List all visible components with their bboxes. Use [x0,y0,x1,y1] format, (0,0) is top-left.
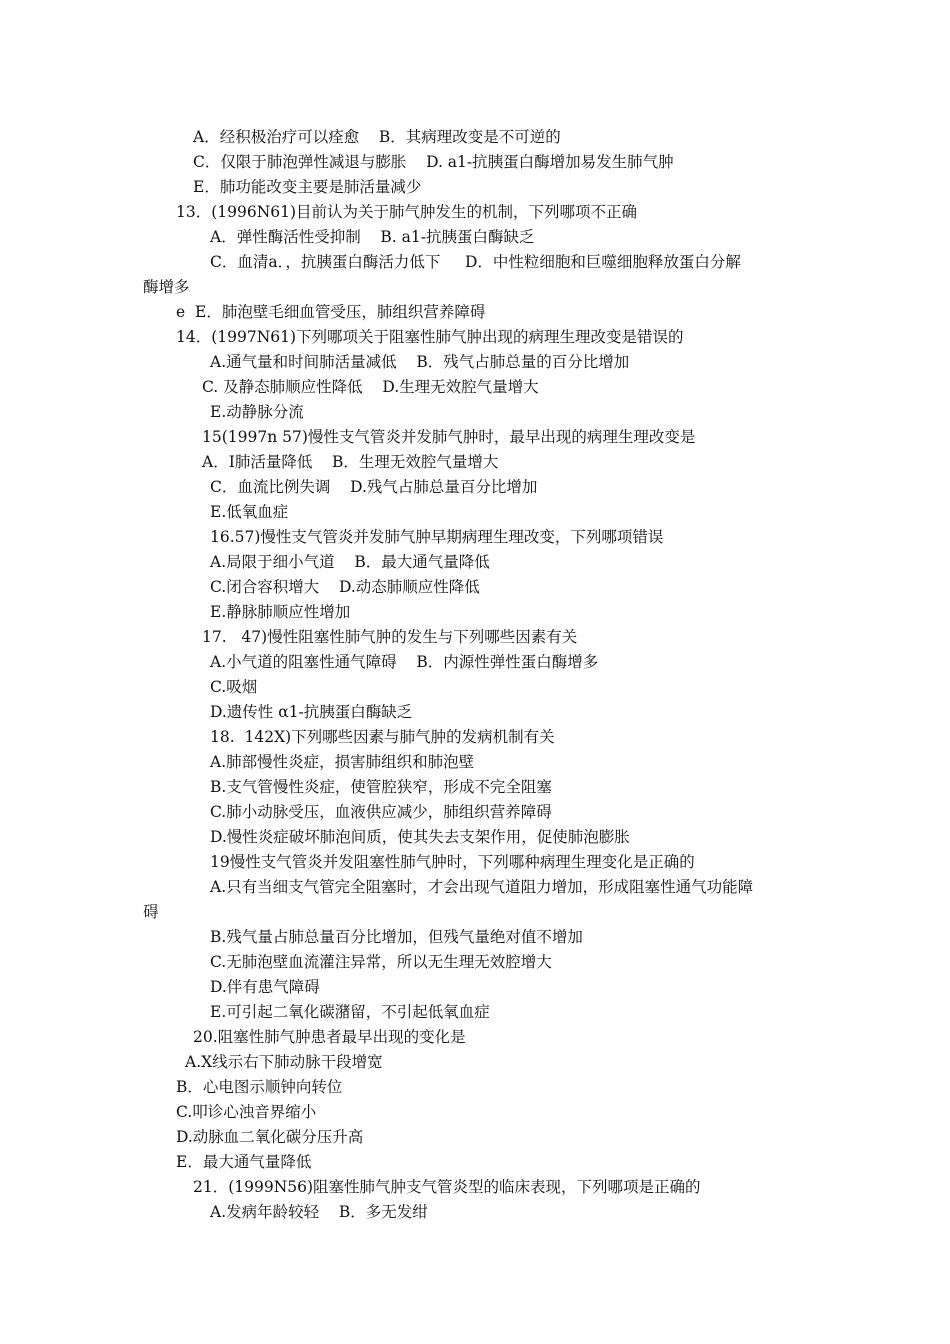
question-line: 17. 47)慢性阻塞性肺气肿的发生与下列哪些因素有关 [202,628,578,646]
option-line: C.无肺泡壁血流灌注异常，所以无生理无效腔增大 [210,953,552,971]
option-line: A．弹性酶活性受抑制 B. a1-抗胰蛋白酶缺乏 [210,228,535,246]
option-line: B.残气量占肺总量百分比增加，但残气量绝对值不增加 [210,928,583,946]
question-line: 19慢性支气管炎并发阻塞性肺气肿时，下列哪种病理生理变化是正确的 [210,853,695,871]
option-line: C. 及静态肺顺应性降低 D.生理无效腔气量增大 [202,378,539,396]
option-line: C.闭合容积增大 D.动态肺顺应性降低 [210,578,480,596]
option-continuation-line: 酶增多 [143,278,190,296]
option-line: E.低氧血症 [210,503,289,521]
option-line: D.动脉血二氧化碳分压升高 [176,1128,364,1146]
option-line: E.可引起二氧化碳潴留，不引起低氧血症 [210,1003,490,1021]
option-line: B．心电图示顺钟向转位 [176,1078,343,1096]
option-line: A.肺部慢性炎症，损害肺组织和肺泡壁 [210,753,475,771]
option-line: C．血流比例失调 D.残气占肺总量百分比增加 [210,478,538,496]
option-line: A.通气量和时间肺活量减低 B．残气占肺总量的百分比增加 [210,353,630,371]
option-line: E．肺功能改变主要是肺活量减少 [193,178,422,196]
option-line: E.动静脉分流 [210,403,304,421]
option-line: e E．肺泡壁毛细血管受压，肺组织营养障碍 [176,303,486,321]
option-line: C.吸烟 [210,678,258,696]
option-line: A.局限于细小气道 B．最大通气量降低 [210,553,490,571]
option-line: D.伴有患气障碍 [210,978,320,996]
option-line: E．最大通气量降低 [176,1153,312,1171]
option-line: A.小气道的阻塞性通气障碍 B．内源性弹性蛋白酶增多 [210,653,599,671]
question-line: 13．(1996N61)目前认为关于肺气肿发生的机制，下列哪项不正确 [176,203,638,221]
option-line: C.肺小动脉受压，血液供应减少，肺组织营养障碍 [210,803,552,821]
option-line: D.慢性炎症破坏肺泡间质，使其失去支架作用，促使肺泡膨胀 [210,828,630,846]
option-line: C.叩诊心浊音界缩小 [176,1103,317,1121]
question-line: 20.阻塞性肺气肿患者最早出现的变化是 [193,1028,466,1046]
question-line: 18. 142X)下列哪些因素与肺气肿的发病机制有关 [210,728,555,746]
option-line: A.发病年龄较轻 B．多无发绀 [210,1203,428,1221]
option-line: B.支气管慢性炎症，使管腔狭窄，形成不完全阻塞 [210,778,552,796]
option-line: C．仅限于肺泡弹性减退与膨胀 D. a1-抗胰蛋白酶增加易发生肺气肿 [193,153,674,171]
option-line: A．经积极治疗可以痊愈 B．其病理改变是不可逆的 [193,128,561,146]
option-continuation-line: 碍 [143,903,159,921]
question-line: 16.57)慢性支气管炎并发肺气肿早期病理生理改变，下列哪项错误 [210,528,664,546]
option-line: A.X线示右下肺动脉干段增宽 [185,1053,383,1071]
option-line: C．血清a．，抗胰蛋白酶活力低下 D．中性粒细胞和巨噬细胞释放蛋白分解 [210,253,741,271]
option-line: A．I肺活量降低 B．生理无效腔气量增大 [202,453,499,471]
question-line: 21．(1999N56)阻塞性肺气肿支气管炎型的临床表现，下列哪项是正确的 [193,1178,701,1196]
option-line: E.静脉肺顺应性增加 [210,603,351,621]
option-line: A.只有当细支气管完全阻塞时，才会出现气道阻力增加，形成阻塞性通气功能障 [210,878,754,896]
option-line: D.遗传性 α1-抗胰蛋白酶缺乏 [210,703,413,721]
question-line: 14．(1997N61)下列哪项关于阻塞性肺气肿出现的病理生理改变是错误的 [176,328,684,346]
question-line: 15(1997n 57)慢性支气管炎并发肺气肿时，最早出现的病理生理改变是 [202,428,696,446]
